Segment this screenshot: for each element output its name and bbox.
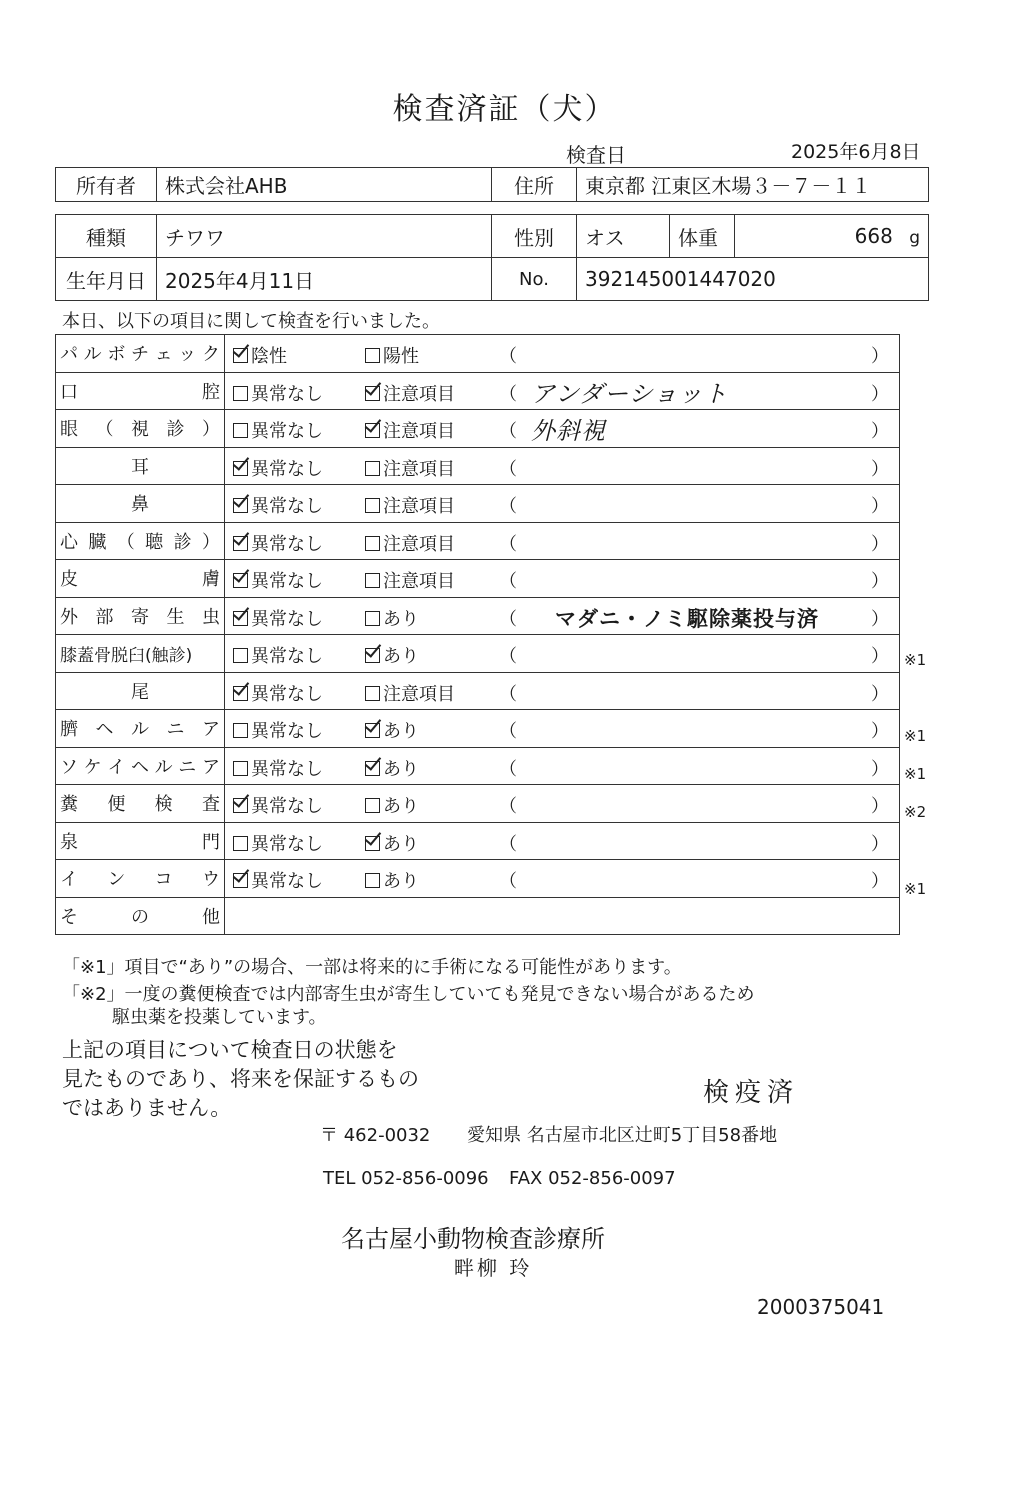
- check-option[interactable]: [365, 717, 419, 743]
- row-result: [225, 410, 900, 448]
- disclaimer-line: 上記の項目について検査日の状態を: [62, 1038, 398, 1062]
- checkbox-icon[interactable]: [233, 461, 248, 476]
- check-option[interactable]: [365, 792, 419, 818]
- doctor-name: 畔柳 玲: [454, 1256, 533, 1280]
- label-char: チ: [130, 344, 149, 366]
- checkbox-icon[interactable]: [365, 836, 380, 851]
- check-option[interactable]: [233, 792, 323, 818]
- finding-note: アンダーショット: [531, 379, 729, 408]
- checkbox-icon[interactable]: [365, 348, 380, 363]
- checkbox-icon[interactable]: [233, 836, 248, 851]
- table-row: [56, 522, 900, 560]
- no-value: 392145001447020: [577, 258, 929, 301]
- check-option-label: 異常なし: [251, 796, 323, 817]
- row-result: [225, 560, 900, 598]
- paren-open: （: [499, 496, 517, 517]
- label-char: 糞: [60, 794, 78, 816]
- label-char: イ: [60, 869, 78, 891]
- checkbox-icon[interactable]: [233, 536, 248, 551]
- paren-close: ）: [871, 421, 889, 442]
- paren-open: （: [499, 533, 517, 555]
- paren-close: ）: [871, 871, 889, 892]
- label-char: ン: [107, 869, 126, 891]
- breed-value: チワワ: [157, 215, 492, 258]
- paren-open: （: [499, 833, 517, 855]
- check-option-label: あり: [383, 721, 419, 742]
- label-char: ク: [201, 344, 220, 366]
- intro-text: 本日、以下の項目に関して検査を行いました。: [62, 311, 440, 332]
- weight-unit: g: [909, 228, 920, 248]
- checkbox-icon[interactable]: [233, 423, 248, 438]
- table-row: [56, 335, 900, 373]
- label-char: 口: [60, 381, 78, 403]
- label-char: 膚: [202, 569, 220, 591]
- footnote-mark: ※2: [904, 803, 927, 822]
- address-label: 住所: [492, 168, 577, 202]
- check-option[interactable]: [365, 492, 455, 518]
- row-label: 耳: [56, 447, 225, 485]
- checkbox-icon[interactable]: [365, 611, 380, 626]
- label-char: ソ: [60, 756, 78, 778]
- label-char: ヘ: [95, 719, 114, 741]
- check-option-label: 注意項目: [383, 533, 455, 555]
- label-char: 検: [154, 794, 173, 816]
- check-option-label: 異常なし: [251, 833, 323, 855]
- label-char: ヘ: [130, 756, 149, 778]
- paren-open: （: [499, 571, 517, 592]
- check-option[interactable]: [365, 642, 419, 668]
- check-option[interactable]: [233, 455, 323, 481]
- check-option[interactable]: [365, 830, 419, 856]
- check-option-label: 異常なし: [251, 683, 323, 705]
- check-option-label: あり: [383, 833, 419, 855]
- checkbox-icon[interactable]: [365, 686, 380, 701]
- check-option[interactable]: [365, 455, 455, 481]
- row-result: [225, 522, 900, 560]
- check-option[interactable]: [233, 530, 323, 556]
- checkbox-icon[interactable]: [365, 573, 380, 588]
- label-char: 査: [201, 794, 220, 816]
- label-char: ェ: [154, 344, 173, 366]
- paren-close: ）: [871, 646, 889, 667]
- check-option-label: 注意項目: [383, 383, 455, 405]
- check-option[interactable]: [365, 530, 455, 556]
- paren-close: ）: [871, 683, 889, 705]
- check-option[interactable]: [365, 867, 419, 893]
- check-option[interactable]: [365, 380, 455, 406]
- table-row: [56, 560, 900, 598]
- check-option[interactable]: [233, 342, 287, 368]
- checkbox-icon[interactable]: [233, 386, 248, 401]
- row-result: [225, 485, 900, 523]
- label-char: 臍: [60, 719, 78, 741]
- label-char: 虫: [202, 606, 220, 628]
- label-char: ケ: [83, 756, 102, 778]
- paren-open: （: [499, 608, 517, 630]
- paren-open: （: [499, 346, 517, 367]
- check-option-label: 注意項目: [383, 458, 455, 480]
- paren-close: ）: [871, 383, 889, 405]
- table-row: [56, 860, 900, 898]
- label-char: （: [95, 419, 114, 441]
- label-char: 門: [202, 831, 220, 853]
- check-option[interactable]: [233, 642, 323, 668]
- checkbox-icon[interactable]: [365, 761, 380, 776]
- row-result: [225, 672, 900, 710]
- checkbox-icon[interactable]: [365, 798, 380, 813]
- checkbox-icon[interactable]: [365, 723, 380, 738]
- animal-table: [55, 214, 929, 301]
- check-option-label: 注意項目: [383, 496, 455, 517]
- paren-close: ）: [871, 496, 889, 517]
- check-option-label: 異常なし: [251, 758, 323, 780]
- checkbox-icon[interactable]: [233, 498, 248, 513]
- disclaimer-line: 見たものであり、将来を保証するもの: [62, 1067, 419, 1091]
- check-option-label: 注意項目: [383, 571, 455, 592]
- checkbox-icon[interactable]: [365, 423, 380, 438]
- paren-open: （: [499, 646, 517, 667]
- label-char: ）: [202, 419, 220, 441]
- label-char: 心: [60, 531, 78, 553]
- inspection-date: 2025年6月8日: [791, 141, 921, 163]
- checkbox-icon[interactable]: [365, 386, 380, 401]
- paren-close: ）: [871, 721, 889, 742]
- table-row: [56, 822, 900, 860]
- row-result: [225, 822, 900, 860]
- check-option-label: あり: [383, 646, 419, 667]
- clinic-tel: TEL 052-856-0096: [323, 1168, 489, 1189]
- footnote-1: 「※1」項目で“あり”の場合、一部は将来的に手術になる可能性があります。: [62, 957, 682, 978]
- serial-number: 2000375041: [757, 1295, 885, 1319]
- table-row: [56, 672, 900, 710]
- row-label: [56, 522, 225, 560]
- label-char: ボ: [107, 344, 126, 366]
- row-label: 鼻: [56, 485, 225, 523]
- label-char: 臓: [88, 531, 107, 553]
- label-char: ア: [202, 719, 220, 741]
- paren-close: ）: [871, 608, 889, 630]
- table-row: [56, 897, 900, 935]
- row-label: [56, 597, 225, 635]
- table-row: [56, 785, 900, 823]
- label-char: ニ: [166, 719, 185, 741]
- check-option-label: 異常なし: [251, 383, 323, 405]
- label-char: 聴: [145, 531, 164, 553]
- dob-label: 生年月日: [56, 258, 157, 301]
- breed-label: 種類: [56, 215, 157, 258]
- check-option[interactable]: [365, 342, 419, 368]
- paren-close: ）: [871, 796, 889, 817]
- clinic-name: 名古屋小動物検査診療所: [341, 1225, 605, 1253]
- label-char: 寄: [131, 606, 149, 628]
- checkbox-icon[interactable]: [233, 723, 248, 738]
- checkbox-icon[interactable]: [233, 686, 248, 701]
- paren-close: ）: [871, 533, 889, 555]
- checkbox-icon[interactable]: [233, 761, 248, 776]
- check-option-label: 異常なし: [251, 646, 323, 667]
- check-option[interactable]: [233, 867, 323, 893]
- label-char: 視: [131, 419, 149, 441]
- label-char: ル: [83, 344, 102, 366]
- address-value: 東京都 江東区木場３－７－１１: [577, 168, 929, 202]
- paren-close: ）: [871, 346, 889, 367]
- footnote-2: 「※2」一度の糞便検査では内部寄生虫が寄生していても発見できない場合があるため: [62, 984, 755, 1005]
- sex-label: 性別: [492, 215, 577, 258]
- row-label: [56, 335, 225, 373]
- label-char: （: [116, 531, 135, 553]
- label-char: ル: [131, 719, 149, 741]
- paren-close: ）: [871, 458, 889, 480]
- row-label: [56, 785, 225, 823]
- disclaimer-line: ではありません。: [62, 1096, 232, 1120]
- check-option-label: 陽性: [383, 346, 419, 367]
- label-char: 生: [166, 606, 185, 628]
- check-option[interactable]: [365, 605, 419, 631]
- paren-open: （: [499, 383, 517, 405]
- label-char: そ: [60, 906, 78, 928]
- disclaimer: [62, 1036, 419, 1123]
- row-label: [56, 897, 225, 935]
- footnote-2-cont: 駆虫薬を投薬しています。: [112, 1007, 327, 1028]
- paren-open: （: [499, 421, 517, 442]
- row-result: [225, 335, 900, 373]
- label-char: パ: [60, 344, 78, 366]
- table-row: [56, 447, 900, 485]
- row-label: [56, 560, 225, 598]
- label-char: 眼: [60, 419, 78, 441]
- label-char: ウ: [201, 869, 220, 891]
- paren-close: ）: [871, 833, 889, 855]
- checkbox-icon[interactable]: [365, 461, 380, 476]
- check-option[interactable]: [233, 755, 323, 781]
- weight-value: 668: [854, 224, 893, 248]
- check-option[interactable]: [233, 492, 323, 518]
- label-char: の: [131, 906, 149, 928]
- owner-label: 所有者: [56, 168, 157, 202]
- checkbox-icon[interactable]: [233, 648, 248, 663]
- check-option-label: あり: [383, 758, 419, 780]
- quarantine-stamp: 検疫済: [703, 1078, 800, 1108]
- check-option[interactable]: [233, 567, 323, 593]
- finding-note: 外斜視: [531, 417, 606, 445]
- checkbox-icon[interactable]: [233, 611, 248, 626]
- row-result: [225, 597, 900, 635]
- row-result: [225, 785, 900, 823]
- label-char: ッ: [178, 344, 197, 366]
- inspection-date-label: 検査日: [566, 143, 626, 167]
- table-row: [56, 747, 900, 785]
- table-row: [56, 372, 900, 410]
- row-result: [225, 447, 900, 485]
- check-option-label: 注意項目: [383, 683, 455, 705]
- check-option-label: 注意項目: [383, 421, 455, 442]
- clinic-fax: FAX 052-856-0097: [509, 1168, 676, 1189]
- row-result: [225, 860, 900, 898]
- finding-note: マダニ・ノミ駆除薬投与済: [555, 606, 819, 631]
- table-row: [56, 410, 900, 448]
- postal-code: 〒 462-0032: [320, 1125, 431, 1146]
- paren-open: （: [499, 796, 517, 817]
- check-option[interactable]: [233, 680, 323, 706]
- check-option-label: 異常なし: [251, 458, 323, 480]
- checkbox-icon[interactable]: [365, 498, 380, 513]
- check-option[interactable]: [365, 567, 455, 593]
- table-row: [56, 597, 900, 635]
- table-row: [56, 710, 900, 748]
- row-label: [56, 710, 225, 748]
- checkbox-icon[interactable]: [365, 536, 380, 551]
- row-label: [56, 410, 225, 448]
- row-result: [225, 897, 900, 935]
- footnote-mark: ※1: [904, 650, 927, 669]
- row-result: [225, 747, 900, 785]
- check-option[interactable]: [233, 717, 323, 743]
- label-char: 便: [107, 794, 126, 816]
- row-label: 膝蓋骨脱臼(触診): [56, 635, 225, 673]
- check-option-label: 異常なし: [251, 421, 323, 442]
- label-char: ア: [201, 756, 220, 778]
- check-option-label: あり: [383, 796, 419, 817]
- clinic-address: 愛知県 名古屋市北区辻町5丁目58番地: [467, 1125, 778, 1146]
- label-char: 他: [202, 906, 220, 928]
- row-label: 尾: [56, 672, 225, 710]
- row-label: [56, 747, 225, 785]
- label-char: 部: [95, 606, 114, 628]
- row-label: [56, 860, 225, 898]
- checkbox-icon[interactable]: [233, 348, 248, 363]
- check-option-label: あり: [383, 608, 419, 630]
- label-char: 外: [60, 606, 78, 628]
- label-char: 診: [166, 419, 185, 441]
- owner-value: 株式会社AHB: [157, 168, 492, 202]
- weight-cell: [735, 215, 929, 258]
- checkbox-icon[interactable]: [233, 573, 248, 588]
- weight-label: 体重: [670, 215, 735, 258]
- row-label: [56, 822, 225, 860]
- check-option-label: 異常なし: [251, 608, 323, 630]
- label-char: ル: [154, 756, 173, 778]
- check-option[interactable]: [233, 417, 323, 443]
- footnote-mark: ※1: [904, 765, 927, 784]
- label-char: コ: [154, 869, 173, 891]
- check-option[interactable]: [365, 417, 455, 443]
- paren-close: ）: [871, 758, 889, 780]
- check-option-label: 異常なし: [251, 496, 323, 517]
- check-option-label: 異常なし: [251, 721, 323, 742]
- check-option-label: 異常なし: [251, 871, 323, 892]
- checkbox-icon[interactable]: [365, 873, 380, 888]
- table-row: [56, 635, 900, 673]
- check-option-label: あり: [383, 871, 419, 892]
- row-result: [225, 710, 900, 748]
- paren-open: （: [499, 683, 517, 705]
- check-option-label: 陰性: [251, 346, 287, 367]
- dob-value: 2025年4月11日: [157, 258, 492, 301]
- no-label: No.: [492, 258, 577, 301]
- row-result: [225, 372, 900, 410]
- paren-close: ）: [871, 571, 889, 592]
- paren-open: （: [499, 458, 517, 480]
- label-char: 腔: [202, 381, 220, 403]
- inspection-checklist: [55, 334, 900, 935]
- paren-open: （: [499, 758, 517, 780]
- check-option[interactable]: [365, 755, 419, 781]
- table-row: [56, 485, 900, 523]
- check-option[interactable]: [233, 830, 323, 856]
- sex-value: オス: [577, 215, 670, 258]
- label-char: 診: [173, 531, 192, 553]
- label-char: ニ: [178, 756, 197, 778]
- check-option[interactable]: [233, 605, 323, 631]
- label-char: 皮: [60, 569, 78, 591]
- paren-open: （: [499, 721, 517, 742]
- check-option[interactable]: [365, 680, 455, 706]
- check-option-label: 異常なし: [251, 571, 323, 592]
- label-char: イ: [107, 756, 126, 778]
- row-result: [225, 635, 900, 673]
- page-title: 検査済証（犬）: [392, 92, 617, 127]
- checkbox-icon[interactable]: [233, 798, 248, 813]
- check-option[interactable]: [233, 380, 323, 406]
- owner-table: [55, 167, 929, 202]
- row-label: [56, 372, 225, 410]
- footnote-mark: ※1: [904, 879, 927, 898]
- label-char: ）: [201, 531, 220, 553]
- footnote-mark: ※1: [904, 727, 927, 745]
- label-char: 泉: [60, 831, 78, 853]
- paren-open: （: [499, 871, 517, 892]
- check-option-label: 異常なし: [251, 533, 323, 555]
- checkbox-icon[interactable]: [233, 873, 248, 888]
- checkbox-icon[interactable]: [365, 648, 380, 663]
